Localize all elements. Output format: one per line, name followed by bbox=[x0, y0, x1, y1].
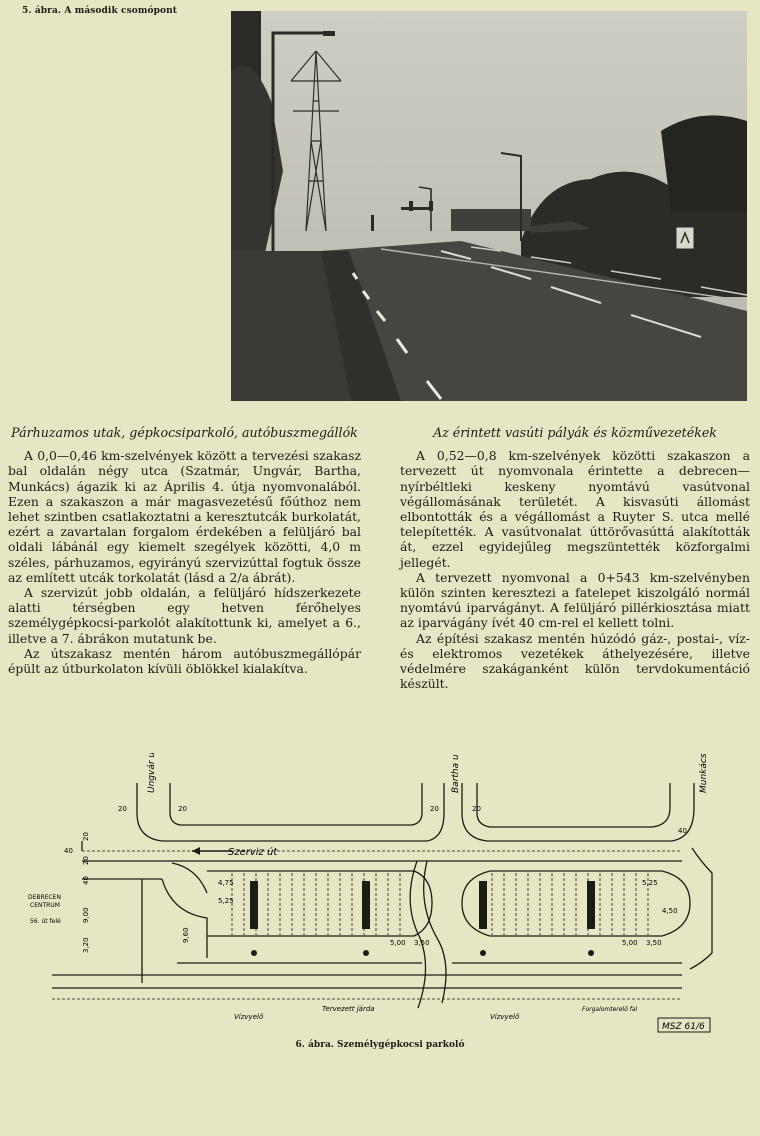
left-column bbox=[8, 425, 361, 676]
dim-label: 20 bbox=[178, 805, 187, 813]
dim-label: 20 bbox=[430, 805, 439, 813]
dim-label: 20 bbox=[82, 832, 90, 841]
center-label-2: CENTRUM bbox=[30, 902, 60, 909]
dim-label: 5,25 bbox=[642, 879, 658, 887]
street-ungvar-label: Ungvár u bbox=[147, 753, 157, 793]
figure-5-caption: 5. ábra. A második csomópont bbox=[22, 6, 177, 16]
dim-label: 3,20 bbox=[82, 937, 90, 953]
figure-5-photo bbox=[231, 11, 747, 401]
planned-walk-label: Tervezett járda bbox=[322, 1005, 375, 1013]
route-label: 56. út felé bbox=[30, 918, 61, 925]
guard-rail-label: Forgalomterelő fal bbox=[582, 1006, 638, 1013]
plan-svg bbox=[22, 753, 738, 1039]
left-paragraph-3: Az útszakasz mentén három autóbuszmegállópár épült az útburkolaton kívüli öblökkel kialakítva. bbox=[8, 645, 361, 677]
road-photo-illustration bbox=[231, 11, 747, 401]
center-label-1: DEBRECEN bbox=[28, 894, 61, 901]
figure-6-caption: 6. ábra. Személygépkocsi parkoló bbox=[295, 1040, 465, 1050]
right-paragraph-1: A 0,52—0,8 km-szelvények közötti szakaszon a tervezett út nyomvonala érintette a debrecen—nyírbéltleki keskeny nyomtávú vasútvonal végállomásának területét. A kisvasúti állomást elbontották és a végállomást a Ruyter S. utca mellé telepítették. A vasútvonalat úttörővasúttá alakították át, ezzel egyidejűleg megszüntették közforgalmi jellegét. bbox=[400, 448, 750, 570]
parking-plan-drawing bbox=[22, 753, 738, 1039]
dim-label: 5,25 bbox=[218, 897, 234, 905]
street-munkacs-label: Munkács u bbox=[699, 753, 709, 793]
right-paragraph-2: A tervezett nyomvonal a 0+543 km-szelvényben külön szinten keresztezi a fatelepet kiszolgáló normál nyomtávú iparvágányt. A felüljáró pillérkiosztása miatt az iparvágány ívét 40 cm-rel el kellett tolni. bbox=[400, 569, 750, 631]
dim-label: 9,00 bbox=[82, 907, 90, 923]
dim-label: 3,50 bbox=[646, 939, 662, 947]
dim-label: 5,00 bbox=[622, 939, 638, 947]
dim-label: 20 bbox=[472, 805, 481, 813]
dim-label: 4,75 bbox=[218, 879, 234, 887]
water-label-2: Vízvyelő bbox=[490, 1013, 520, 1021]
right-column bbox=[400, 425, 750, 691]
dim-label: 3,50 bbox=[414, 939, 430, 947]
dim-label: 9,60 bbox=[182, 927, 190, 943]
left-column-heading: Párhuzamos utak, gépkocsiparkoló, autóbuszmegállók bbox=[11, 425, 358, 440]
dim-label: 5,00 bbox=[390, 939, 406, 947]
dim-label: 40 bbox=[678, 827, 687, 835]
dim-label: 40 bbox=[82, 876, 90, 885]
service-road-label: Szerviz út bbox=[228, 847, 278, 858]
dim-label: 20 bbox=[118, 805, 127, 813]
dim-label: 20 bbox=[82, 856, 90, 865]
right-paragraph-3: Az építési szakasz mentén húzódó gáz-, postai-, víz- és elektromos vezetékek áthelyezésére, illetve védelmére szakáganként külön tervdokumentáció készült. bbox=[400, 630, 750, 692]
right-column-heading: Az érintett vasúti pályák és közművezetékek bbox=[433, 425, 717, 440]
water-label-1: Vízvyelő bbox=[234, 1013, 264, 1021]
dim-label: 4,50 bbox=[662, 907, 678, 915]
left-paragraph-2: A szervizút jobb oldalán, a felüljáró hídszerkezete alatti térségben egy hetven férőhelyes személygépkocsi-parkolót alakítottunk ki, amelyet a 6., illetve a 7. ábrákon mutatunk be. bbox=[8, 585, 361, 646]
dim-label: 40 bbox=[64, 847, 73, 855]
drawing-code-label: MSZ 61/6 bbox=[662, 1022, 705, 1032]
street-bartha-label: Bartha u bbox=[451, 754, 461, 793]
left-paragraph-1: A 0,0—0,46 km-szelvények között a tervezési szakasz bal oldalán négy utca (Szatmár, Ungvár, Bartha, Munkács) ágazik ki az Április 4. útja nyomvonalából. Ezen a szakaszon a már magasvezetésű főúthoz nem lehet szintben csatlakoztatni a keresztutcák burkolatát, ezért a zavartalan forgalom érdekében a felüljáró bal oldali lábánál egy kiemelt szegélyek közötti, 4,0 m széles, párhuzamos, egyirányú szervizúttal fogtuk össze az említett utcák torkolatát (lásd a 2/a ábrát). bbox=[8, 448, 361, 585]
